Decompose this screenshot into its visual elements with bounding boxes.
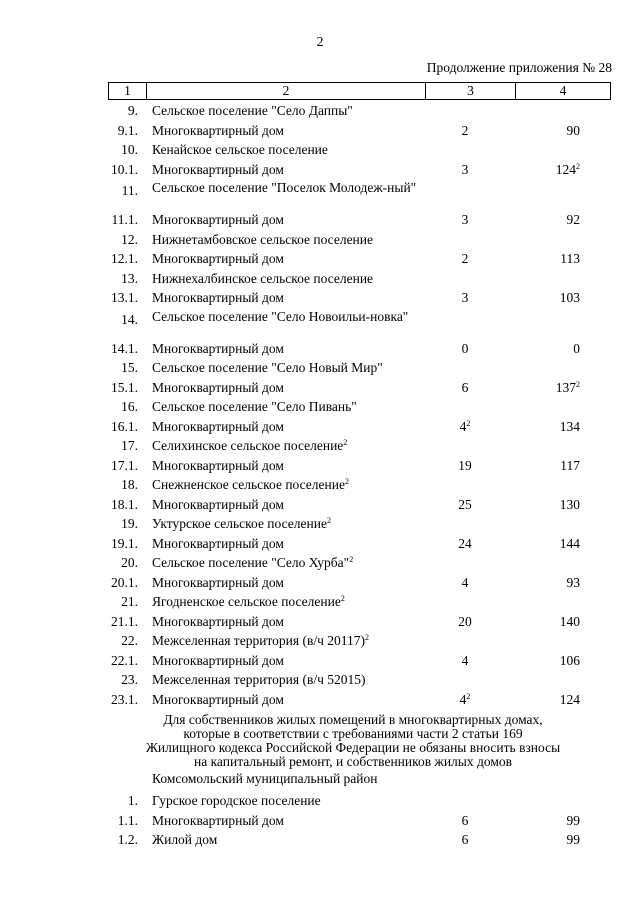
- row-number: 18.1.: [111, 496, 138, 512]
- row-name-text: Межселенная территория (в/ч 20117): [152, 633, 365, 648]
- row-number: 14.: [121, 311, 138, 327]
- row-col-4: [540, 496, 580, 513]
- row-col-4-value: 113: [560, 251, 580, 266]
- table-row: [0, 689, 640, 709]
- row-col-4: [540, 831, 580, 848]
- table-row: [0, 611, 640, 631]
- row-name-text: Ягодненское сельское поселение: [152, 594, 341, 609]
- row-col-3-value: 4: [461, 574, 469, 590]
- row-name: [152, 652, 422, 669]
- table-row: [0, 829, 640, 849]
- table-row: [0, 630, 640, 650]
- row-name: [152, 831, 422, 848]
- row-name: [152, 359, 422, 376]
- row-col-4: [540, 652, 580, 669]
- table-row: [0, 120, 640, 140]
- row-col-4-value: 124: [559, 691, 580, 707]
- row-col-4-value: 124: [555, 161, 576, 177]
- row-col-3-value: 25: [458, 496, 472, 512]
- row-col-4-value: 137: [555, 379, 576, 395]
- row-name-text: Многоквартирный дом: [152, 574, 284, 590]
- table-row: [0, 357, 640, 377]
- table-row: [0, 338, 640, 358]
- row-name-text: Жилой дом: [152, 832, 218, 847]
- row-col-3-value: 4: [461, 652, 469, 668]
- row-col-3: [420, 418, 510, 435]
- row-number: 21.1.: [111, 613, 138, 629]
- row-name: [152, 457, 422, 474]
- header-col-1: 1: [124, 83, 131, 98]
- row-name-text: Многоквартирный дом: [152, 535, 284, 551]
- row-col-4-value: 106: [559, 652, 580, 668]
- table-row: [0, 474, 640, 494]
- table-row: [0, 533, 640, 553]
- row-col-3-value: 3: [461, 161, 469, 177]
- row-col-4-value: 90: [566, 122, 580, 138]
- row-col-4-value: 117: [560, 457, 580, 473]
- row-number: 1.2.: [117, 832, 138, 847]
- row-col-3-value: 4: [459, 418, 467, 434]
- row-number: 17.1.: [111, 457, 138, 473]
- table-row: [0, 494, 640, 514]
- row-col-4: [540, 250, 580, 267]
- row-name-text: Многоквартирный дом: [152, 340, 284, 356]
- table-row: [0, 139, 640, 159]
- row-name-text: Многоквартирный дом: [152, 496, 284, 512]
- row-col-3: [420, 289, 510, 306]
- table-row: [0, 669, 640, 689]
- row-name: [152, 250, 422, 267]
- row-name: [152, 554, 422, 571]
- row-col-3-value: 6: [461, 379, 469, 395]
- row-name-text: Сельское поселение "Село Пивань": [152, 399, 357, 414]
- row-number: 21.: [121, 594, 138, 609]
- row-number: 11.1.: [111, 212, 138, 227]
- table-row: [0, 650, 640, 670]
- row-col-3-value: 6: [461, 832, 469, 847]
- row-name: [152, 671, 422, 688]
- header-col-2: 2: [146, 83, 425, 99]
- table-row: [0, 178, 640, 209]
- row-col-4-value: 130: [559, 496, 580, 512]
- row-name-text: Снежненское сельское поселение: [152, 477, 345, 492]
- row-number: 20.: [121, 555, 138, 570]
- row-number: 11.: [121, 183, 138, 198]
- row-number: 15.: [121, 360, 138, 375]
- table-row: [0, 100, 640, 120]
- row-number: 23.1.: [111, 691, 138, 707]
- row-name-text: Многоквартирный дом: [152, 812, 284, 828]
- row-col-3-value: 2: [461, 251, 469, 266]
- table-row: [0, 435, 640, 455]
- row-name: [152, 437, 422, 454]
- row-col-3-value: 3: [461, 212, 469, 227]
- row-number: 16.1.: [111, 418, 138, 434]
- row-col-4: [540, 535, 580, 552]
- row-name-text: Многоквартирный дом: [152, 122, 284, 138]
- table-row: [0, 810, 640, 830]
- row-col-3: [420, 831, 510, 848]
- row-number: 22.: [121, 633, 138, 648]
- row-name: [152, 691, 422, 708]
- row-col-3-value: 6: [461, 812, 469, 828]
- row-number: 13.1.: [111, 290, 138, 305]
- table-row: [0, 377, 640, 397]
- header-col-4: 4: [515, 83, 610, 99]
- table-body-continued: [0, 790, 640, 849]
- table-header: [108, 82, 611, 100]
- footnote-mark: 2: [349, 555, 354, 564]
- row-col-4-value: 99: [566, 812, 580, 828]
- row-name: [152, 379, 422, 396]
- note-line: на капитальный ремонт, и собственников жилых домов: [193, 754, 512, 769]
- table-row: [0, 268, 640, 288]
- row-number: 22.1.: [111, 652, 138, 668]
- row-col-3-value: 19: [458, 457, 472, 473]
- row-col-4-value: 92: [566, 212, 580, 227]
- row-number: 20.1.: [111, 574, 138, 590]
- row-name-text: Гурское городское поселение: [152, 793, 321, 808]
- footnote-mark: 2: [344, 477, 349, 486]
- row-col-4: [540, 289, 580, 306]
- row-col-4: [540, 613, 580, 630]
- row-name-text: Многоквартирный дом: [152, 379, 284, 395]
- row-name-text: Селихинское сельское поселение: [152, 438, 344, 453]
- row-number: 12.1.: [111, 251, 138, 266]
- footnote-mark: 2: [340, 594, 345, 603]
- row-col-3: [420, 250, 510, 267]
- table-row: [0, 416, 640, 436]
- footnote-mark: 2: [576, 161, 580, 171]
- row-name: [152, 632, 422, 649]
- row-col-3-value: 24: [458, 535, 472, 551]
- row-name-text: Нижнехалбинское сельское поселение: [152, 270, 374, 286]
- row-number: 1.1.: [117, 812, 138, 828]
- row-number: 18.: [121, 477, 138, 492]
- row-number: 14.1.: [111, 340, 138, 356]
- row-col-3-value: 3: [461, 290, 469, 305]
- row-col-4-value: 144: [559, 535, 580, 551]
- row-number: 13.: [121, 270, 138, 286]
- table-row: [0, 229, 640, 249]
- row-name: [152, 231, 422, 248]
- row-number: 12.: [121, 231, 138, 247]
- row-name: [152, 535, 422, 552]
- row-name: [152, 308, 422, 324]
- page-number: 2: [316, 35, 324, 50]
- row-col-3: [420, 574, 510, 591]
- row-number: 9.1.: [117, 122, 138, 138]
- row-name-text: Сельское поселение "Село Хурба": [152, 555, 350, 570]
- district-title: Комсомольский муниципальный район: [152, 771, 378, 786]
- row-col-3: [420, 457, 510, 474]
- row-name: [152, 182, 422, 194]
- row-name: [152, 340, 422, 357]
- row-name-text: Сельское поселение "Село Даппы": [152, 103, 353, 118]
- row-name-text: Многоквартирный дом: [152, 251, 284, 266]
- table-row: [0, 396, 640, 416]
- table-row: [0, 209, 640, 229]
- row-name-text: Межселенная территория (в/ч 52015): [152, 672, 366, 687]
- row-number: 17.: [121, 438, 138, 453]
- row-col-3-value: 2: [461, 122, 469, 138]
- row-col-4: [540, 457, 580, 474]
- row-name: [152, 161, 422, 178]
- row-name-text: Многоквартирный дом: [152, 691, 284, 707]
- row-number: 16.: [121, 399, 138, 414]
- row-name: [152, 211, 422, 228]
- row-name: [152, 812, 422, 829]
- row-name-text: Сельское поселение "Село Новый Мир": [152, 360, 383, 375]
- row-col-4-value: 93: [566, 574, 580, 590]
- row-name: [152, 270, 422, 287]
- section-note: [100, 713, 606, 769]
- row-col-4: [540, 418, 580, 435]
- row-name-text: Нижнетамбовское сельское поселение: [152, 231, 373, 247]
- row-name: [152, 418, 422, 435]
- footnote-mark: 2: [343, 438, 348, 447]
- row-number: 19.: [121, 516, 138, 531]
- row-col-4: [540, 812, 580, 829]
- row-col-3: [420, 613, 510, 630]
- row-number: 10.1.: [111, 161, 138, 177]
- row-name-text: Многоквартирный дом: [152, 613, 284, 629]
- row-col-3: [420, 211, 510, 228]
- table-row: [0, 790, 640, 810]
- row-name: [152, 792, 422, 809]
- row-name: [152, 102, 422, 119]
- row-col-3: [420, 340, 510, 357]
- row-col-3: [420, 496, 510, 513]
- row-name-text: Уктурское сельское поселение: [152, 516, 327, 531]
- row-name-text: Многоквартирный дом: [152, 290, 284, 305]
- row-col-4-value: 0: [573, 340, 580, 356]
- note-line: Для собственников жилых помещений в многоквартирных домах,: [163, 712, 543, 727]
- row-name-text: Многоквартирный дом: [152, 161, 284, 177]
- row-col-3: [420, 652, 510, 669]
- row-name: [152, 515, 422, 532]
- row-col-4: [540, 340, 580, 357]
- row-col-4: [540, 379, 580, 396]
- table-row: [0, 307, 640, 338]
- table-row: [0, 455, 640, 475]
- row-col-3-value: 0: [461, 340, 469, 356]
- row-name: [152, 496, 422, 513]
- row-col-4-value: 134: [559, 418, 580, 434]
- row-col-4-value: 103: [559, 290, 580, 305]
- row-col-4: [540, 161, 580, 178]
- row-number: 23.: [121, 672, 138, 687]
- row-name: [152, 574, 422, 591]
- row-name: [152, 593, 422, 610]
- footnote-mark: 2: [364, 633, 369, 642]
- footnote-mark: 2: [576, 379, 580, 389]
- row-name-text: Многоквартирный дом: [152, 457, 284, 473]
- table-body: [0, 100, 640, 708]
- row-name-text: Многоквартирный дом: [152, 652, 284, 668]
- footnote-mark: 2: [466, 691, 471, 701]
- row-col-3: [420, 812, 510, 829]
- row-col-3: [420, 535, 510, 552]
- table-row: [0, 159, 640, 179]
- row-name: [152, 122, 422, 139]
- footnote-mark: 2: [326, 516, 331, 525]
- row-col-4: [540, 122, 580, 139]
- table-row: [0, 591, 640, 611]
- header-col-3: 3: [425, 83, 515, 99]
- row-name-text: Многоквартирный дом: [152, 418, 284, 434]
- row-name-text: Многоквартирный дом: [152, 212, 284, 227]
- table-row: [0, 513, 640, 533]
- table-row: [0, 552, 640, 572]
- row-name-text: Кенайское сельское поселение: [152, 142, 328, 157]
- row-number: 1.: [127, 793, 138, 808]
- note-line: которые в соответствии с требованиями части 2 статьи 169: [183, 726, 523, 741]
- row-col-4: [540, 211, 580, 228]
- row-col-3-value: 4: [459, 691, 467, 707]
- table-row: [0, 287, 640, 307]
- row-name: [152, 141, 422, 158]
- row-col-4: [540, 691, 580, 708]
- table-row: [0, 248, 640, 268]
- note-line: Жилищного кодекса Российской Федерации не обязаны вносить взносы: [145, 740, 561, 755]
- row-col-3: [420, 691, 510, 708]
- row-col-3: [420, 122, 510, 139]
- row-name: [152, 476, 422, 493]
- footnote-mark: 2: [466, 418, 471, 428]
- row-col-4-value: 99: [566, 832, 580, 847]
- appendix-title: Продолжение приложения № 28: [426, 60, 612, 75]
- table-row: [0, 572, 640, 592]
- row-col-3: [420, 379, 510, 396]
- row-col-4: [540, 574, 580, 591]
- row-col-3: [420, 161, 510, 178]
- row-name-text: Сельское поселение "Село Новоильи-новка": [152, 308, 409, 324]
- row-name: [152, 289, 422, 306]
- row-name: [152, 398, 422, 415]
- row-name-text: Сельское поселение "Поселок Молодеж-ный": [152, 180, 417, 195]
- row-number: 10.: [121, 142, 138, 157]
- row-name: [152, 613, 422, 630]
- row-number: 15.1.: [111, 379, 138, 395]
- row-col-3-value: 20: [458, 613, 472, 629]
- row-number: 19.1.: [111, 535, 138, 551]
- row-number: 9.: [127, 103, 138, 118]
- row-col-4-value: 140: [559, 613, 580, 629]
